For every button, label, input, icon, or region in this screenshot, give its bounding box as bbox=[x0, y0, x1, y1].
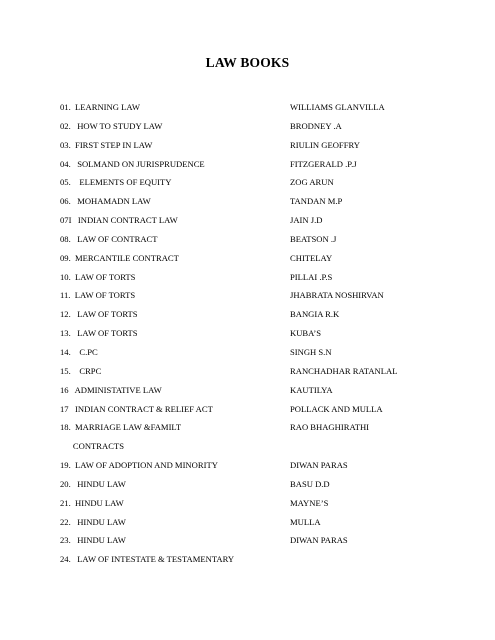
list-item bbox=[0, 362, 495, 381]
list-item bbox=[0, 418, 495, 437]
list-item bbox=[0, 305, 495, 324]
book-author: DIWAN PARAS bbox=[290, 535, 348, 546]
book-title: 17 INDIAN CONTRACT & RELIEF ACT bbox=[60, 403, 213, 414]
book-title: 18. MARRIAGE LAW &FAMILT bbox=[60, 422, 182, 433]
list-item bbox=[0, 211, 495, 230]
book-title: 20. HINDU LAW bbox=[60, 478, 126, 489]
book-author: WILLIAMS GLANVILLA bbox=[290, 102, 385, 112]
book-author: MAYNE’S bbox=[290, 497, 329, 508]
book-title: 15. CRPC bbox=[60, 365, 102, 376]
book-title: 08. LAW OF CONTRACT bbox=[60, 233, 158, 244]
list-item bbox=[0, 155, 495, 174]
book-title: 23. HINDU LAW bbox=[60, 535, 126, 546]
book-title: 13. LAW OF TORTS bbox=[60, 328, 138, 339]
list-item bbox=[0, 173, 495, 192]
list-item bbox=[0, 117, 495, 136]
list-item bbox=[0, 531, 495, 550]
list-item bbox=[0, 268, 495, 287]
list-item bbox=[0, 550, 495, 569]
book-title: 05. ELEMENTS OF EQUITY bbox=[60, 177, 172, 188]
list-item bbox=[0, 381, 495, 400]
book-title: 06. MOHAMADN LAW bbox=[60, 196, 151, 207]
list-item bbox=[0, 513, 495, 532]
book-author: ZOG ARUN bbox=[290, 177, 334, 188]
book-author: RANCHADHAR RATANLAL bbox=[290, 365, 398, 376]
book-author: POLLACK AND MULLA bbox=[290, 403, 383, 414]
book-author: FITZGERALD .P.J bbox=[290, 158, 357, 169]
book-title: 03. FIRST STEP IN LAW bbox=[60, 139, 153, 150]
list-item bbox=[0, 286, 495, 305]
book-title: 10. LAW OF TORTS bbox=[60, 271, 136, 282]
book-title: 01. LEARNING LAW bbox=[60, 102, 140, 112]
book-author: KAUTILYA bbox=[290, 384, 333, 395]
book-author: JAIN J.D bbox=[290, 215, 323, 226]
book-author: PILLAI .P.S bbox=[290, 271, 333, 282]
book-title: 16 ADMINISTATIVE LAW bbox=[60, 384, 162, 395]
list-item bbox=[0, 494, 495, 513]
book-author: TANDAN M.P bbox=[290, 196, 343, 207]
book-author: BASU D.D bbox=[290, 478, 330, 489]
book-title: 24. LAW OF INTESTATE & TESTAMENTARY bbox=[60, 554, 235, 565]
book-author: MULLA bbox=[290, 516, 321, 527]
book-title: 04. SOLMAND ON JURISPRUDENCE bbox=[60, 158, 205, 169]
list-item bbox=[0, 136, 495, 155]
book-author: BANGIA R.K bbox=[290, 309, 340, 320]
list-item bbox=[0, 475, 495, 494]
book-title: 02. HOW TO STUDY LAW bbox=[60, 120, 163, 131]
list-item bbox=[0, 456, 495, 475]
book-author: DIWAN PARAS bbox=[290, 460, 348, 471]
book-author: RAO BHAGHIRATHI bbox=[290, 422, 370, 433]
book-list bbox=[0, 98, 495, 569]
book-author: BRODNEY .A bbox=[290, 120, 342, 131]
book-author: RIULIN GEOFFRY bbox=[290, 139, 360, 150]
book-title: 19. LAW OF ADOPTION AND MINORITY bbox=[60, 460, 218, 471]
list-item bbox=[0, 192, 495, 211]
book-title: 21. HINDU LAW bbox=[60, 497, 124, 508]
book-title: 12. LAW OF TORTS bbox=[60, 309, 138, 320]
book-author: CHITELAY bbox=[290, 252, 333, 263]
book-author: JHABRATA NOSHIRVAN bbox=[290, 290, 384, 301]
book-author: KUBA’S bbox=[290, 328, 322, 339]
book-title: CONTRACTS bbox=[60, 441, 124, 452]
list-item bbox=[0, 249, 495, 268]
page-title: LAW BOOKS bbox=[205, 55, 290, 70]
book-title: 09. MERCANTILE CONTRACT bbox=[60, 252, 179, 263]
list-item bbox=[0, 400, 495, 419]
book-author: SINGH S.N bbox=[290, 346, 332, 357]
book-title: 14. C.PC bbox=[60, 346, 98, 357]
book-title: 11. LAW OF TORTS bbox=[60, 290, 136, 301]
list-item bbox=[0, 98, 495, 117]
list-item bbox=[0, 343, 495, 362]
book-author: BEATSON .J bbox=[290, 233, 337, 244]
list-item bbox=[0, 437, 495, 456]
list-item bbox=[0, 230, 495, 249]
book-title: 07I INDIAN CONTRACT LAW bbox=[60, 215, 178, 226]
list-item bbox=[0, 324, 495, 343]
book-title: 22. HINDU LAW bbox=[60, 516, 126, 527]
